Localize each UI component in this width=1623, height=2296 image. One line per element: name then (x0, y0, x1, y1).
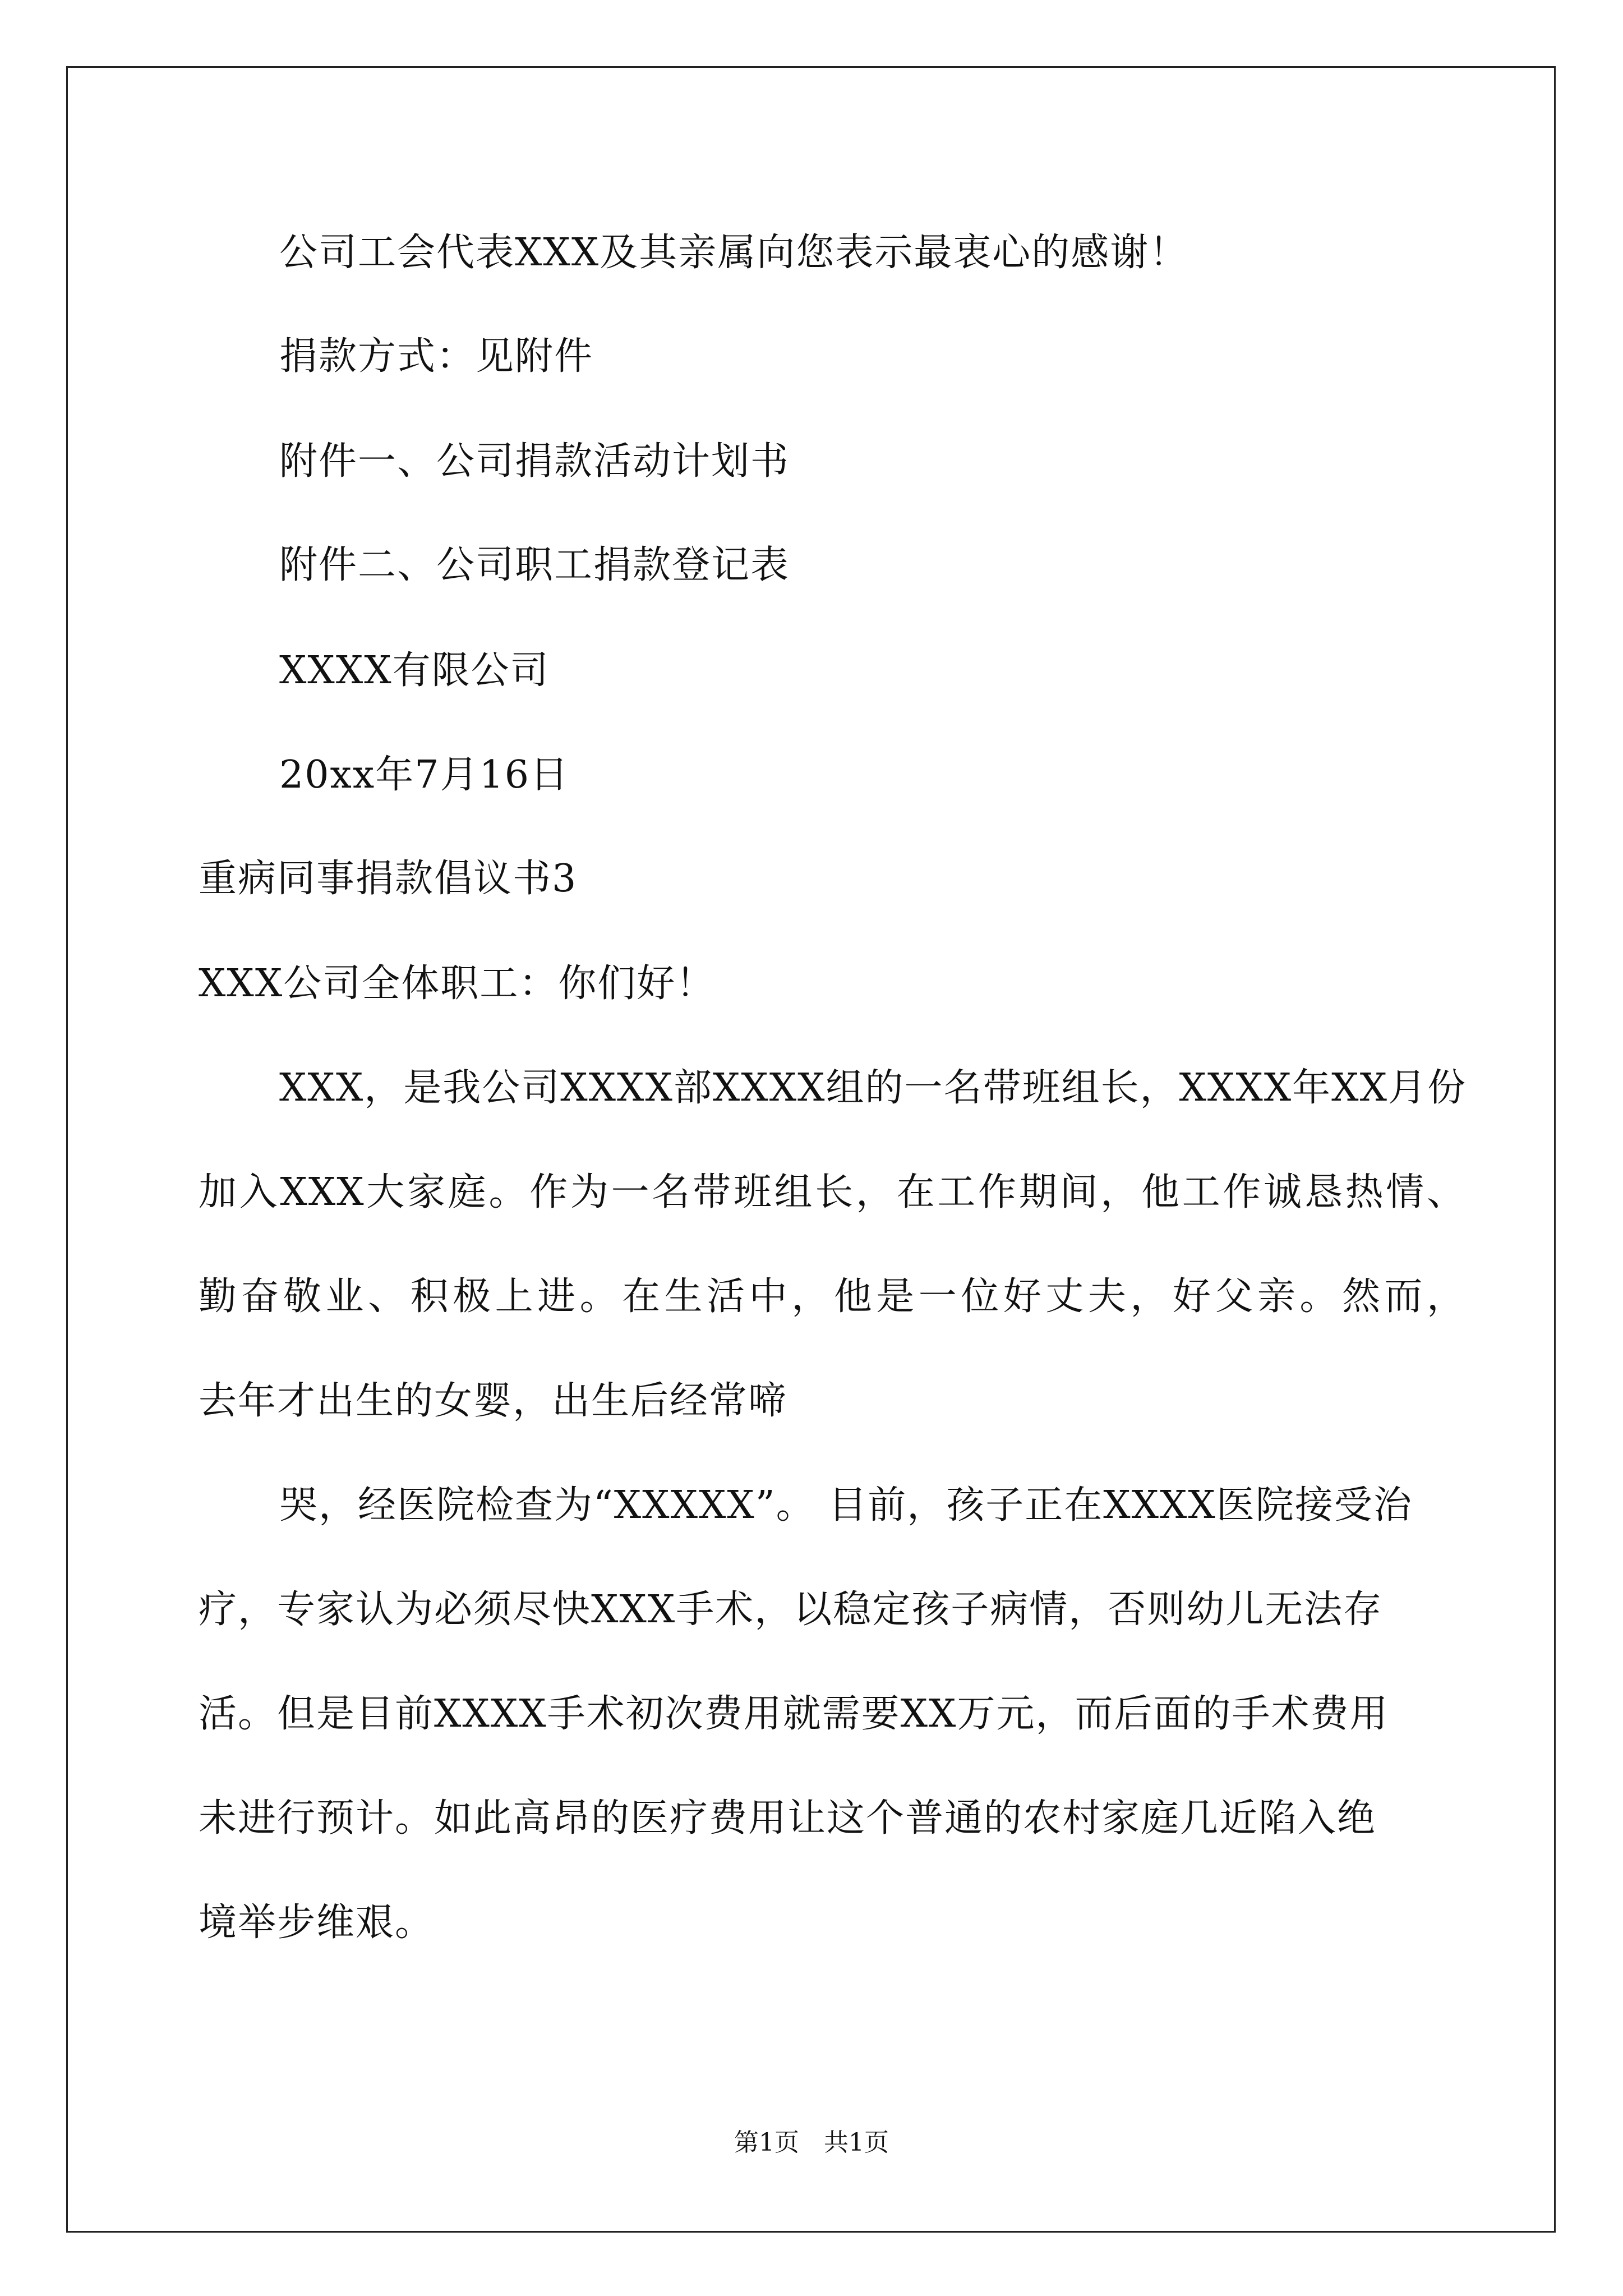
paragraph-line: XXX，是我公司XXXX部XXXX组的一名带班组长，XXXX年XX月份 (279, 1066, 1467, 1110)
donation-method-line: 捐款方式：见附件 (279, 334, 594, 379)
paragraph-line: 活。但是目前XXXX手术初次费用就需要XX万元，而后面的手术费用 (199, 1692, 1389, 1736)
salutation-line: XXX公司全体职工：你们好！ (199, 961, 716, 1006)
paragraph-line: 哭，经医院检查为“XXXXX”。 目前，孩子正在XXXX医院接受治 (279, 1483, 1413, 1527)
page-footer: 第1页 共1页 (734, 2128, 889, 2157)
paragraph-line: 加入XXX大家庭。作为一名带班组长，在工作期间，他工作诚恳热情、 (199, 1170, 1466, 1214)
paragraph-line: 未进行预计。如此高昂的医疗费用让这个普通的农村家庭几近陷入绝 (199, 1796, 1377, 1841)
company-signature: XXXX有限公司 (279, 648, 550, 693)
thanks-line: 公司工会代表XXX及其亲属向您表示最衷心的感谢！ (279, 231, 1189, 275)
attachment-one-line: 附件一、公司捐款活动计划书 (279, 439, 790, 484)
paragraph-line: 境举步维艰。 (199, 1901, 435, 1945)
paragraph-line: 疗，专家认为必须尽快XXX手术，以稳定孩子病情，否则幼儿无法存 (199, 1588, 1383, 1632)
attachment-two-line: 附件二、公司职工捐款登记表 (279, 543, 790, 587)
paragraph-line: 勤奋敬业、积极上进。在生活中，他是一位好丈夫，好父亲。然而， (199, 1274, 1466, 1319)
section-title: 重病同事捐款倡议书3 (199, 857, 578, 901)
paragraph-line: 去年才出生的女婴，出生后经常啼 (199, 1379, 788, 1423)
letter-date: 20xx年7月16日 (279, 753, 570, 797)
